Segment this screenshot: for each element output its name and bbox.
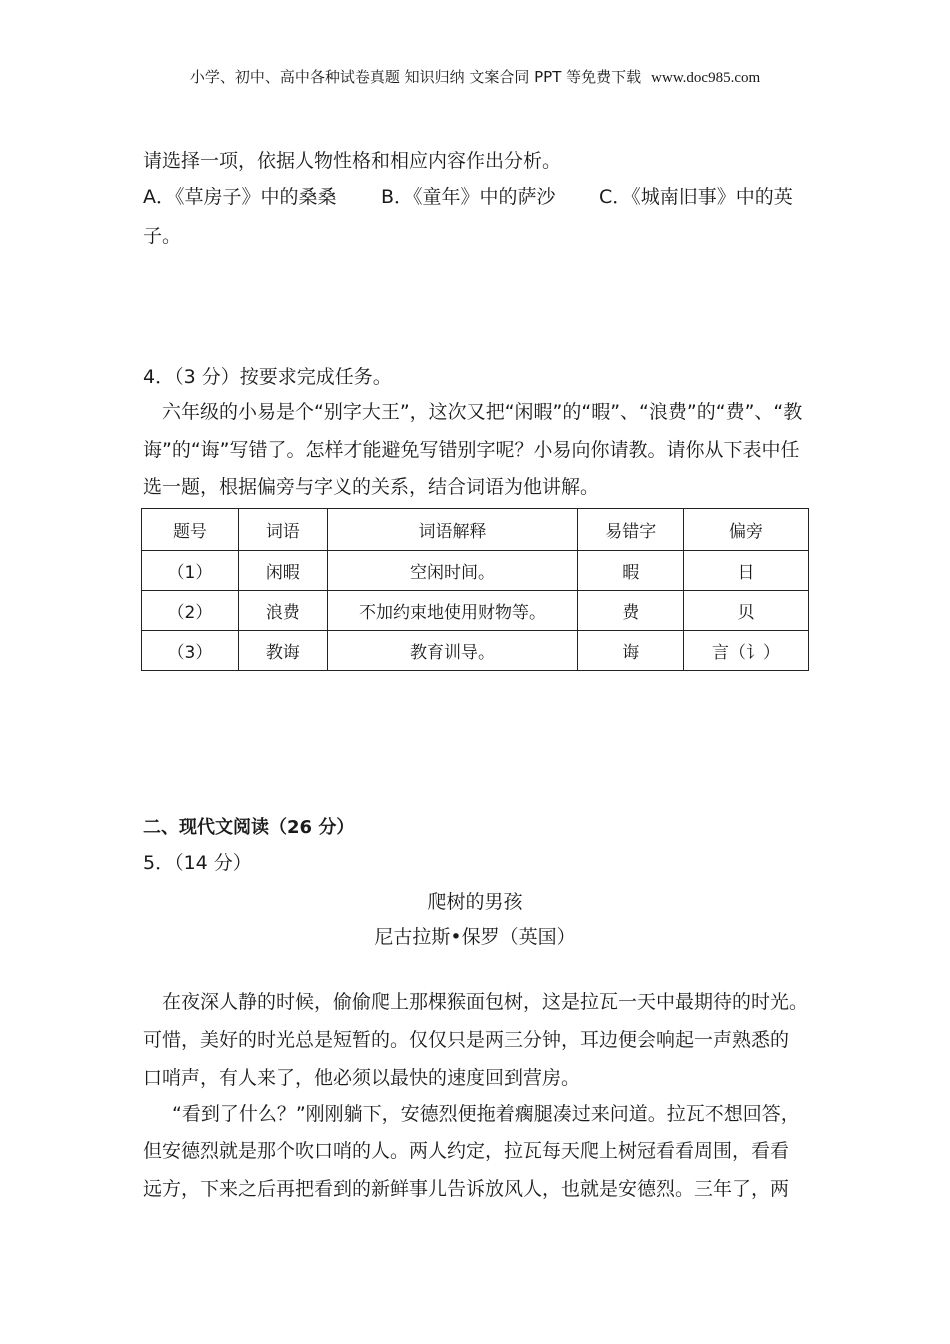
table-header-cell: 题号 [142, 509, 239, 551]
table-cell: 空闲时间。 [327, 551, 578, 591]
q3-option-c: C．《城南旧事》中的英 [599, 186, 793, 208]
table-cell: 闲暇 [238, 551, 327, 591]
table-cell: 费 [578, 591, 684, 631]
table-row [142, 591, 809, 631]
table-cell: 贝 [684, 591, 809, 631]
q3-options [143, 185, 823, 209]
q3-instruction: 请选择一项，依据人物性格和相应内容作出分析。 [143, 150, 562, 172]
table-header-cell: 词语解释 [327, 509, 578, 551]
table-cell: （1） [142, 551, 239, 591]
q4-paragraph-line: 诲”的“诲”写错了。怎样才能避免写错别字呢？小易向你请教。请你从下表中任 [143, 439, 800, 461]
header-text: 小学、初中、高中各种试卷真题 知识归纳 文案合同 PPT 等免费下载 [189, 68, 642, 86]
q4-title: 4．（3 分）按要求完成任务。 [143, 366, 392, 388]
story-line: 但安德烈就是那个吹口哨的人。两人约定，拉瓦每天爬上树冠看看周围，看看 [143, 1140, 790, 1162]
q4-paragraph-line: 六年级的小易是个“别字大王”，这次又把“闲暇”的“暇”、“浪费”的“费”、“教 [162, 401, 803, 423]
table-header-cell: 偏旁 [684, 509, 809, 551]
story-line: “看到了什么？”刚刚躺下，安德烈便拖着瘸腿凑过来问道。拉瓦不想回答， [172, 1103, 800, 1125]
table-cell: 不加约束地使用财物等。 [327, 591, 578, 631]
story-title: 爬树的男孩 [427, 891, 523, 913]
table-cell: 教诲 [238, 631, 327, 671]
table-cell: 浪费 [238, 591, 327, 631]
q4-paragraph-line: 选一题，根据偏旁与字义的关系，结合词语为他讲解。 [143, 476, 600, 498]
table-header-cell: 易错字 [578, 509, 684, 551]
table-cell: （3） [142, 631, 239, 671]
story-line: 在夜深人静的时候，偷偷爬上那棵猴面包树，这是拉瓦一天中最期待的时光。 [162, 991, 809, 1013]
table-header-cell: 词语 [238, 509, 327, 551]
q3-options-tail: 子。 [143, 225, 182, 247]
table-cell: 日 [684, 551, 809, 591]
q3-option-b: B．《童年》中的萨沙 [381, 186, 556, 208]
table-cell: 言（讠） [684, 631, 809, 671]
table-row [142, 631, 809, 671]
story-author: 尼古拉斯•保罗（英国） [374, 926, 576, 948]
table-cell: （2） [142, 591, 239, 631]
story-line: 口哨声，有人来了，他必须以最快的速度回到营房。 [143, 1067, 581, 1089]
story-line: 远方，下来之后再把看到的新鲜事儿告诉放风人，也就是安德烈。三年了，两 [143, 1178, 790, 1200]
header-site-url: www.doc985.com [651, 70, 761, 86]
table-row [142, 551, 809, 591]
q5-title: 5．（14 分） [143, 852, 252, 874]
section-title: 二、现代文阅读（26 分） [143, 817, 355, 838]
radical-table [141, 508, 809, 671]
table-cell: 暇 [578, 551, 684, 591]
page-header [0, 66, 950, 87]
table-header-row [142, 509, 809, 551]
story-line: 可惜，美好的时光总是短暂的。仅仅只是两三分钟，耳边便会响起一声熟悉的 [143, 1029, 790, 1051]
table-cell: 诲 [578, 631, 684, 671]
q3-option-a: A．《草房子》中的桑桑 [143, 186, 337, 208]
table-cell: 教育训导。 [327, 631, 578, 671]
